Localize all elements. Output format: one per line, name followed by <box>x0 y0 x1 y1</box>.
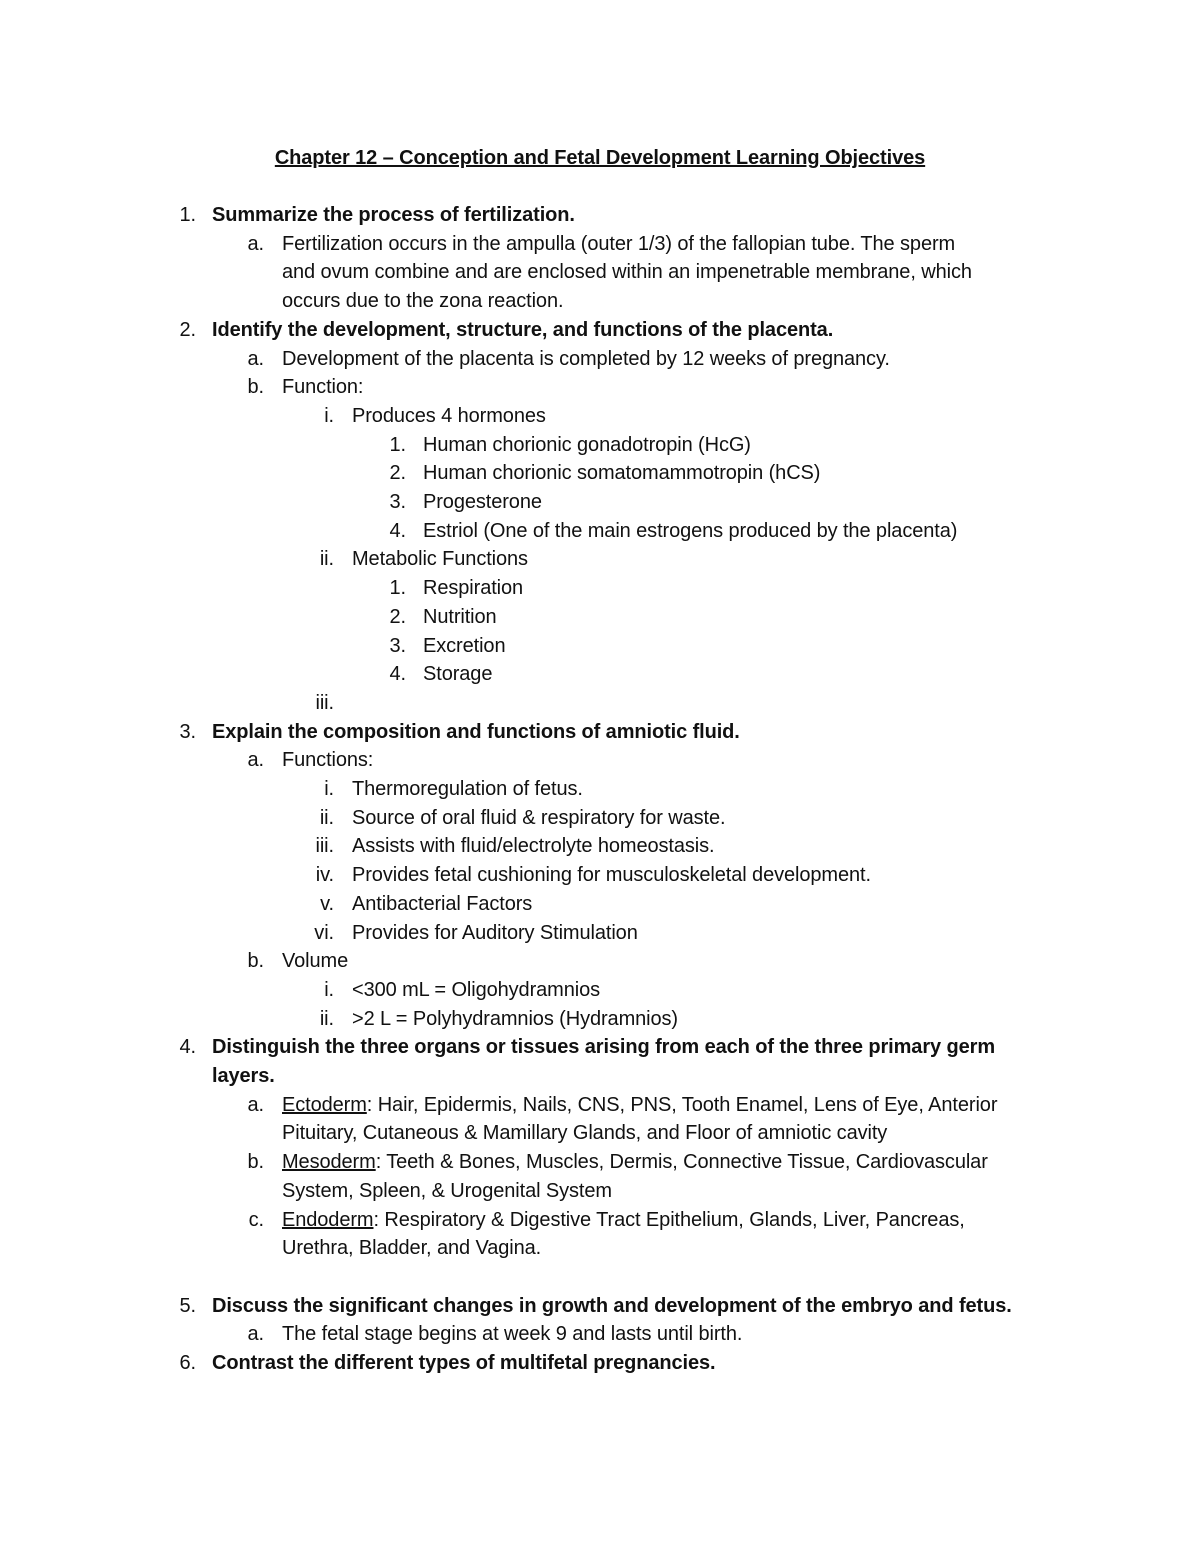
list-item-text: Distinguish the three organs or tissues arising from each of the three primary germ <box>212 1036 995 1059</box>
list-item-text: Function: <box>282 376 364 399</box>
outline-line <box>0 431 1200 460</box>
list-item-text <box>282 1148 988 1177</box>
list-marker: i. <box>324 404 334 427</box>
list-item-text: Human chorionic gonadotropin (HcG) <box>423 433 751 456</box>
list-marker: 4. <box>179 1036 196 1059</box>
list-item-text: occurs due to the zona reaction. <box>282 290 564 313</box>
list-marker: a. <box>247 1323 264 1346</box>
list-item-text: Pituitary, Cutaneous & Mamillary Glands, and Floor of amniotic cavity <box>282 1122 888 1145</box>
list-item-text: Fertilization occurs in the ampulla (outer 1/3) of the fallopian tube. The sperm <box>282 232 956 255</box>
list-item-text: Antibacterial Factors <box>352 892 533 915</box>
list-marker: v. <box>320 892 334 915</box>
outline-line <box>0 1148 1200 1177</box>
outline-line <box>0 804 1200 833</box>
list-marker: i. <box>324 978 334 1001</box>
outline-line <box>0 603 1200 632</box>
list-marker: iii. <box>315 835 334 858</box>
list-marker: ii. <box>319 806 334 829</box>
list-marker: a. <box>247 1093 264 1116</box>
germ-layer-description: : Hair, Epidermis, Nails, CNS, PNS, Tooth Enamel, Lens of Eye, Anterior <box>366 1093 998 1116</box>
outline-line <box>0 1177 1200 1206</box>
list-marker: a. <box>247 232 264 255</box>
list-item-text <box>282 1206 965 1235</box>
list-item-text: Assists with fluid/electrolyte homeostasis. <box>352 835 715 858</box>
list-item-text: Source of oral fluid & respiratory for waste. <box>352 806 726 829</box>
list-item-text: The fetal stage begins at week 9 and lasts until birth. <box>282 1323 743 1346</box>
list-marker: 2. <box>179 318 196 341</box>
list-item-text: <300 mL = Oligohydramnios <box>352 978 601 1001</box>
list-item-text: Development of the placenta is completed by 12 weeks of pregnancy. <box>282 347 890 370</box>
outline-line <box>0 316 1200 345</box>
list-item-text: Thermoregulation of fetus. <box>352 778 583 800</box>
list-item-text: System, Spleen, & Urogenital System <box>282 1179 612 1202</box>
list-item-text: Functions: <box>282 749 374 772</box>
list-item-text: Urethra, Bladder, and Vagina. <box>282 1237 542 1260</box>
list-marker: iii. <box>315 691 334 714</box>
list-marker: ii. <box>319 548 334 571</box>
list-item-text: Explain the composition and functions of amniotic fluid. <box>212 720 740 743</box>
list-marker: b. <box>247 1151 264 1174</box>
outline-line <box>0 488 1200 517</box>
outline-line <box>0 230 1200 259</box>
germ-layer-description: : Teeth & Bones, Muscles, Dermis, Connective Tissue, Cardiovascular <box>375 1151 988 1174</box>
list-item-text: Progesterone <box>423 491 542 513</box>
list-marker: 4. <box>389 519 406 542</box>
outline-line <box>0 545 1200 574</box>
outline-line <box>0 775 1200 804</box>
list-item-text: >2 L = Polyhydramnios (Hydramnios) <box>352 1007 678 1030</box>
outline-line <box>0 632 1200 661</box>
outline-line <box>0 201 1200 230</box>
outline-line <box>0 574 1200 603</box>
outline-line <box>0 947 1200 976</box>
list-item-text: Nutrition <box>423 605 497 628</box>
germ-layer-term: Mesoderm <box>282 1151 376 1174</box>
germ-layer-description: : Respiratory & Digestive Tract Epithelium, Glands, Liver, Pancreas, <box>373 1208 965 1231</box>
outline-line <box>0 1234 1200 1263</box>
list-marker: vi. <box>314 921 334 944</box>
outline-line <box>0 373 1200 402</box>
list-item-text: Produces 4 hormones <box>352 404 546 427</box>
list-marker: 4. <box>389 663 406 686</box>
outline-line <box>0 890 1200 919</box>
list-item-text: Storage <box>423 663 493 686</box>
outline-line <box>0 345 1200 374</box>
outline-line <box>0 976 1200 1005</box>
list-item-text: Discuss the significant changes in growth and development of the embryo and fetus. <box>212 1294 1012 1317</box>
outline-line <box>0 1062 1200 1091</box>
list-marker: 5. <box>179 1294 196 1317</box>
list-item-text: Metabolic Functions <box>352 548 528 571</box>
list-marker: 3. <box>389 491 406 513</box>
list-marker: 3. <box>389 634 406 657</box>
outline-line <box>0 832 1200 861</box>
outline-line <box>0 660 1200 689</box>
germ-layer-term: Endoderm <box>282 1208 374 1231</box>
list-item-text: Contrast the different types of multifetal pregnancies. <box>212 1352 716 1374</box>
list-item-text: Provides fetal cushioning for musculoskeletal development. <box>352 864 871 887</box>
list-marker: 3. <box>179 720 196 743</box>
list-marker: i. <box>324 778 334 800</box>
list-marker: 1. <box>389 577 406 600</box>
outline-line <box>0 517 1200 546</box>
list-marker: ii. <box>319 1007 334 1030</box>
list-marker: c. <box>248 1208 264 1231</box>
list-marker: 2. <box>389 605 406 628</box>
outline-line <box>0 258 1200 287</box>
list-marker: b. <box>247 950 264 973</box>
list-marker: 6. <box>179 1352 196 1374</box>
list-item-text: layers. <box>212 1065 275 1087</box>
list-item-text: Identify the development, structure, and functions of the placenta. <box>212 318 834 341</box>
list-item-text: and ovum combine and are enclosed within an impenetrable membrane, which <box>282 261 972 284</box>
list-marker: 2. <box>389 462 406 485</box>
outline-line <box>0 1091 1200 1120</box>
list-marker: b. <box>247 376 264 399</box>
list-item-text: Provides for Auditory Stimulation <box>352 921 638 944</box>
outline-line <box>0 1292 1200 1321</box>
outline-line <box>0 689 1200 718</box>
outline-line <box>0 1005 1200 1034</box>
outline-line <box>0 402 1200 431</box>
list-marker: iv. <box>315 864 334 887</box>
outline-line <box>0 746 1200 775</box>
list-item-text: Respiration <box>423 577 524 600</box>
outline-line <box>0 861 1200 890</box>
outline-line <box>0 1033 1200 1062</box>
list-item-text: Human chorionic somatomammotropin (hCS) <box>423 462 821 485</box>
outline-line <box>0 1349 1200 1378</box>
outline-line <box>0 718 1200 747</box>
outline-line <box>0 1206 1200 1235</box>
outline-line <box>0 459 1200 488</box>
list-item-text: Estriol (One of the main estrogens produced by the placenta) <box>423 519 958 542</box>
list-item-text: Excretion <box>423 634 506 657</box>
germ-layer-term: Ectoderm <box>282 1093 367 1116</box>
list-marker: a. <box>247 749 264 772</box>
list-item-text: Summarize the process of fertilization. <box>212 204 575 226</box>
outline-line <box>0 919 1200 948</box>
page-title: Chapter 12 – Conception and Fetal Development Learning Objectives <box>274 147 926 169</box>
outline-line <box>0 287 1200 316</box>
list-item-text <box>282 1091 997 1120</box>
outline-line <box>0 1320 1200 1349</box>
list-marker: 1. <box>179 204 196 226</box>
outline-line <box>0 1119 1200 1148</box>
list-item-text: Volume <box>282 950 349 973</box>
list-marker: a. <box>247 347 264 370</box>
list-marker: 1. <box>389 433 406 456</box>
